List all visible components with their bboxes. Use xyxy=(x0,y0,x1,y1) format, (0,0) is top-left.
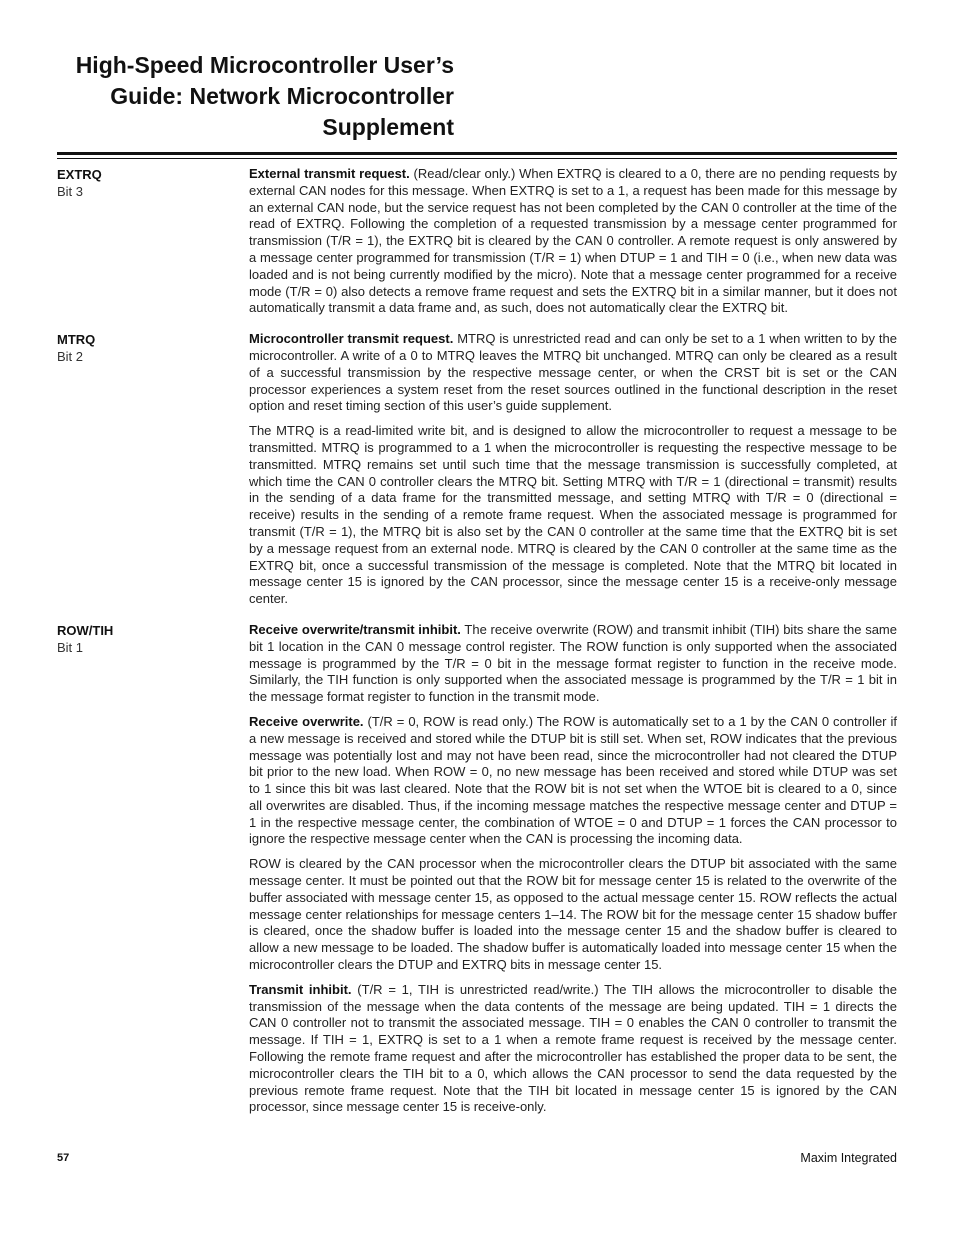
description-paragraph xyxy=(249,166,897,317)
bit-field-label xyxy=(57,331,249,616)
description-paragraph xyxy=(249,982,897,1116)
description-paragraph xyxy=(249,714,897,848)
header-rule-thin xyxy=(57,158,897,159)
bit-field-row-tih xyxy=(57,622,897,1124)
paragraph-lead: Receive overwrite/transmit inhibit. xyxy=(249,621,461,637)
bit-position: Bit 2 xyxy=(57,349,84,365)
paragraph-lead: External transmit request. xyxy=(249,166,410,181)
page-title-line-1: High-Speed Microcontroller User’s xyxy=(75,52,454,78)
page-title-line-2: Guide: Network Microcontroller xyxy=(110,83,454,109)
description-paragraph xyxy=(249,423,897,608)
header-rule-thick xyxy=(57,152,897,155)
register-bit-descriptions xyxy=(57,166,897,1130)
bit-field-description xyxy=(249,331,897,616)
paragraph-text: (T/R = 1, TIH is unrestricted read/write.) The TIH allows the microcontroller to disable the transmission of the message when the data contents of the message are being updated. TIH = 1 directs the CAN 0 controller not to transmit the associated message. TIH = 0 enables the CAN 0 controller to transmit the message. If TIH = 1, EXTRQ is set to a 1 when a remote frame request is received by the message center. Following the remote frame request and after the microcontroller has established the proper data to be sent, the microcontroller clears the TIH bit to a 0, which allows the CAN processor to send the data requested by the previous remote frame request. Note that the TIH bit located in message center 15 is ignored by the CAN processor, since message center 15 is receive-only. xyxy=(249,981,897,1115)
description-paragraph xyxy=(249,622,897,706)
bit-field-label xyxy=(57,166,249,325)
paragraph-text: MTRQ is unrestricted read and can only be set to a 1 when written to by the microcontroller. A write of a 0 to MTRQ leaves the MTRQ bit unchanged. MTRQ can only be cleared as a result of a successful transmission by the respective message center, or when the CRST bit is set or the CAN processor experiences a system reset from the reset sources outlined in the functional description in the reset option and reset timing section of this user’s guide supplement. xyxy=(249,331,897,414)
description-paragraph xyxy=(249,331,897,415)
bit-position: Bit 3 xyxy=(57,184,84,199)
paragraph-lead: Transmit inhibit. xyxy=(249,981,352,997)
description-paragraph xyxy=(249,856,897,974)
bit-field-name: ROW/TIH xyxy=(57,622,114,638)
paragraph-text: (T/R = 0, ROW is read only.) The ROW is automatically set to a 1 by the CAN 0 controller if a new message is received and stored while the DTUP bit is still set. When set, ROW indicates that the previous message was potentially lost and may not have been read, since the microcontroller had not cleared the DTUP bit prior to the new load. When ROW = 0, no new message has been received and stored while DTUP was set to 1 since this bit was last cleared. Note that the ROW bit is not set when the WTOE bit is cleared to a 0, since all overwrites are disabled. Thus, if the incoming message matches the respective message center and DTUP = 1 in the respective message center, the combination of WTOE = 0 and DTUP = 1 forces the CAN processor to ignore the respective message center when the CAN is processing the incoming data. xyxy=(249,713,897,847)
paragraph-lead: Microcontroller transmit request. xyxy=(249,331,454,347)
bit-position: Bit 1 xyxy=(57,639,84,655)
page-title-line-3: Supplement xyxy=(322,114,454,140)
bit-field-description xyxy=(249,166,897,325)
page-number: 57 xyxy=(57,1152,70,1164)
paragraph-text: The MTRQ is a read-limited write bit, and is designed to allow the microcontroller to request a message to be transmitted. MTRQ is programmed to a 1 when the microcontroller is requesting the respective message to be transmitted. MTRQ remains set until such time that the message transmission is successfully completed, at which time the CAN 0 controller clears the MTRQ bit. Setting MTRQ with T/R = 1 (directional = transmit) results in the sending of a data frame for the transmitted message, and setting MTRQ with T/R = 0 (directional = receive) results in the sending of a remote frame request. When the associated message is programmed for transmit (T/R = 1), the MTRQ bit is also set by the CAN 0 controller at the same time that the EXTRQ bit is set by a message request from an external node. MTRQ is cleared by the CAN 0 controller at the same time as the EXTRQ bit, once a successful transmission of the message is completed. Note that the MTRQ bit located in message center 15 is ignored by the CAN processor, since the message center 15 is a receive-only message center. xyxy=(249,423,897,607)
paragraph-text: ROW is cleared by the CAN processor when the microcontroller clears the DTUP bit associated with the same message center. It must be pointed out that the ROW bit for message center 15 is related to the overwrite of the buffer associated with message center 15, as opposed to the actual message center 15. ROW reflects the actual message center relationships for message centers 1–14. The ROW bit for the message center 15 shadow buffer is cleared, once the shadow buffer is loaded into the message center 15 and the shadow buffer is cleared to allow a new message to be loaded. The shadow buffer is automatically loaded into message center 15 when the microcontroller clears the DTUP and EXTRQ bits in message center 15. xyxy=(249,856,897,973)
bit-field-description xyxy=(249,622,897,1124)
bit-field-label xyxy=(57,622,249,1124)
bit-field-name: EXTRQ xyxy=(57,167,102,182)
paragraph-text: The receive overwrite (ROW) and transmit inhibit (TIH) bits share the same bit 1 location in the CAN 0 message control register. The ROW function is only supported when the associated message is programmed by the T/R = 0 bit in the message format register to function in the receive mode. Similarly, the TIH function is only supported when the associated message is programmed by the T/R = 1 bit in the message format register to function in the transmit mode. xyxy=(249,621,897,705)
bit-field-name: MTRQ xyxy=(57,332,96,348)
paragraph-lead: Receive overwrite. xyxy=(249,713,364,729)
bit-field-extrq xyxy=(57,166,897,325)
bit-field-mtrq xyxy=(57,331,897,616)
page-title xyxy=(40,50,454,143)
paragraph-text: (Read/clear only.) When EXTRQ is cleared to a 0, there are no pending requests by external CAN nodes for this message. When EXTRQ is set to a 1, a request has been made for this message by an external CAN node, but the service request has not been completed by the CAN 0 controller at the time of the read of EXTRQ. Following the completion of a requested transmission by a message center programmed for transmission (T/R = 1), the EXTRQ bit is cleared by the CAN 0 controller. A remote request is only answered by a message center programmed for transmission (T/R = 1) when DTUP = 1 and TIH = 0 (i.e., when new data was loaded and is not being currently modified by the micro). Note that a message center programmed for a receive mode (T/R = 0) also detects a remove frame request and sets the EXTRQ bit in a similar manner, but it does not automatically transmit a data frame and, as such, does not automatically clear the EXTRQ bit. xyxy=(249,166,898,316)
company-name: Maxim Integrated xyxy=(800,1151,897,1165)
